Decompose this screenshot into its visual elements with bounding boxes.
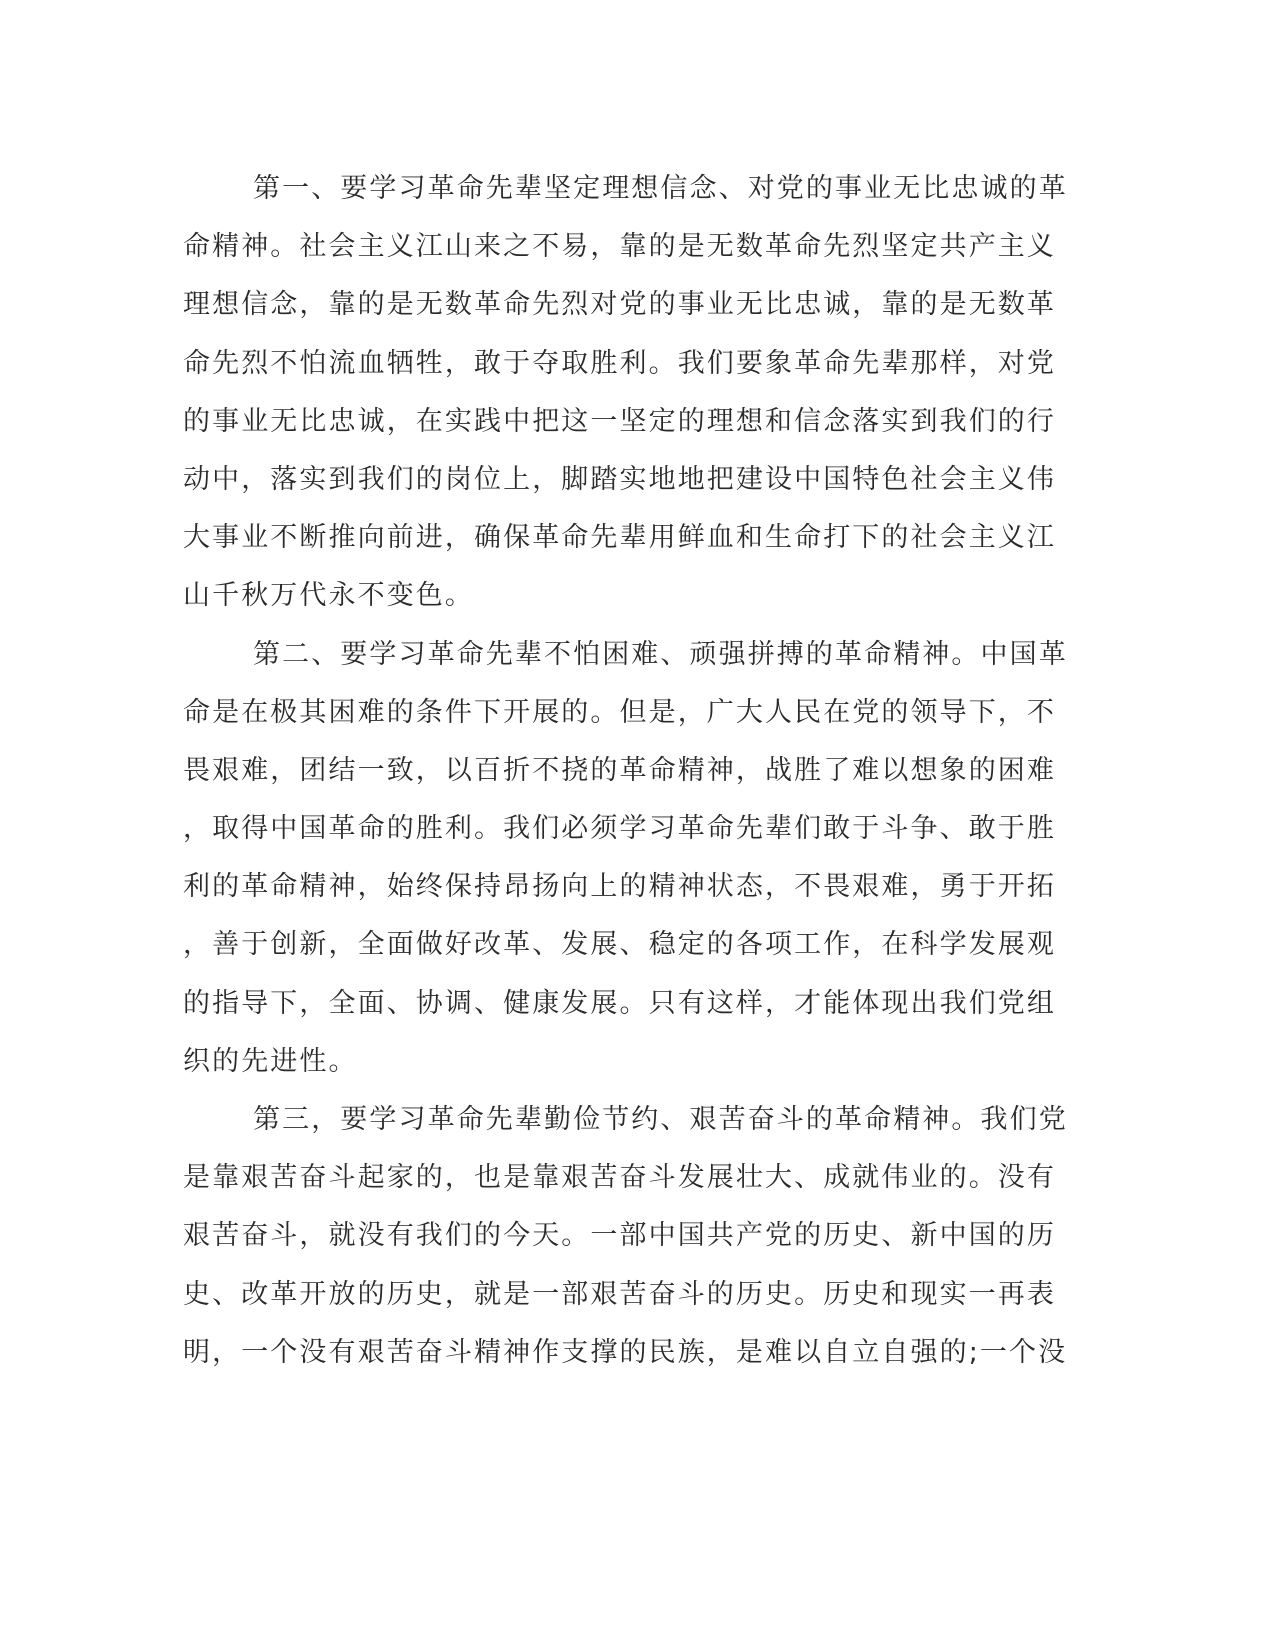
text-line: 第二、要学习革命先辈不怕困难、顽强拼搏的革命精神。中国革	[253, 638, 1068, 670]
paragraph-3	[183, 1091, 1068, 1382]
text-line: 大事业不断推向前进，确保革命先辈用鲜血和生命打下的社会主义江	[183, 522, 1056, 554]
text-line: 利的革命精神，始终保持昂扬向上的精神状态，不畏艰难，勇于开拓	[183, 871, 1056, 903]
text-line: ，取得中国革命的胜利。我们必须学习革命先辈们敢于斗争、敢于胜	[183, 813, 1056, 845]
text-line: 第三，要学习革命先辈勤俭节约、艰苦奋斗的革命精神。我们党	[253, 1104, 1068, 1135]
text-line: 的指导下，全面、协调、健康发展。只有这样，才能体现出我们党组	[183, 987, 1056, 1019]
text-line: 命是在极其困难的条件下开展的。但是，广大人民在党的领导下，不	[183, 696, 1056, 728]
text-line: 动中，落实到我们的岗位上，脚踏实地地把建设中国特色社会主义伟	[183, 463, 1056, 495]
text-line: 艰苦奋斗，就没有我们的今天。一部中国共产党的历史、新中国的历	[183, 1220, 1056, 1252]
text-line: 命先烈不怕流血牺牲，敢于夺取胜利。我们要象革命先辈那样，对党	[183, 347, 1056, 379]
text-line: 第一、要学习革命先辈坚定理想信念、对党的事业无比忠诚的革	[253, 173, 1068, 204]
text-line: 的事业无比忠诚，在实践中把这一坚定的理想和信念落实到我们的行	[183, 405, 1056, 437]
paragraph-1	[183, 160, 1068, 626]
text-line: 山千秋万代永不变色。	[183, 580, 474, 612]
text-line: 明，一个没有艰苦奋斗精神作支撑的民族，是难以自立自强的;一个没	[183, 1336, 1068, 1368]
text-line: 织的先进性。	[183, 1045, 358, 1077]
text-line: 史、改革开放的历史，就是一部艰苦奋斗的历史。历史和现实一再表	[183, 1278, 1056, 1310]
document-body	[183, 160, 1068, 1382]
text-line: 是靠艰苦奋斗起家的，也是靠艰苦奋斗发展壮大、成就伟业的。没有	[183, 1162, 1056, 1194]
text-line: 畏艰难，团结一致，以百折不挠的革命精神，战胜了难以想象的困难	[183, 754, 1056, 786]
text-line: 理想信念，靠的是无数革命先烈对党的事业无比忠诚，靠的是无数革	[183, 289, 1056, 321]
text-line: ，善于创新，全面做好改革、发展、稳定的各项工作，在科学发展观	[183, 929, 1056, 961]
text-line: 命精神。社会主义江山来之不易，靠的是无数革命先烈坚定共产主义	[183, 231, 1056, 263]
paragraph-2	[183, 626, 1068, 1092]
